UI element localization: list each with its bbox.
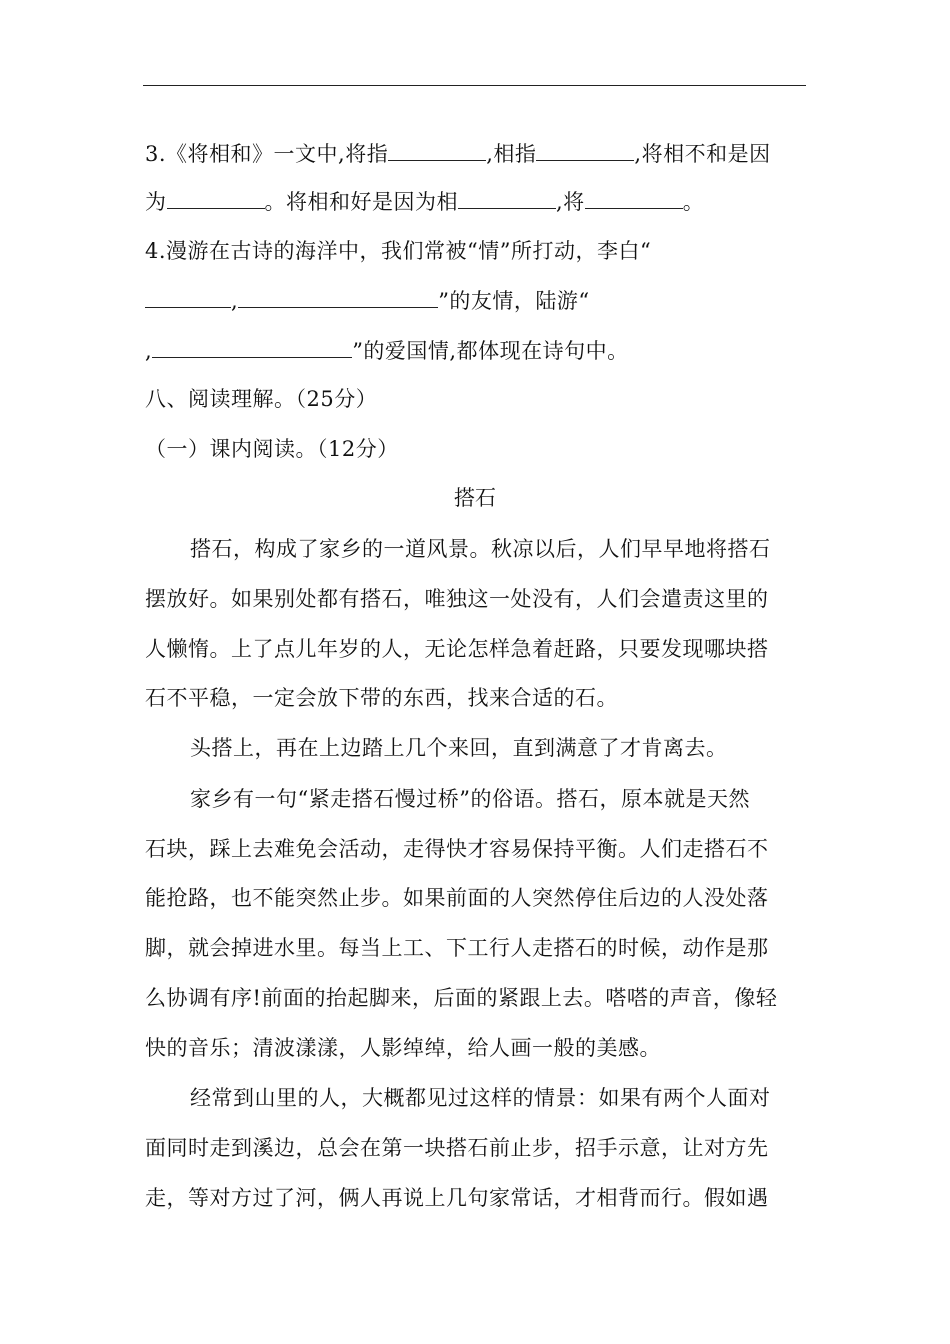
passage-line: 头搭上，再在上边踏上几个来回，直到满意了才肯离去。 (190, 736, 728, 760)
question-4-line-1: 4.漫游在古诗的海洋中，我们常被“情”所打动，李白“ (145, 239, 652, 263)
passage-line: 快的音乐；清波漾漾，人影绰绰，给人画一般的美感。 (145, 1036, 661, 1060)
q3-text-3: ,将相不和是因 (634, 142, 771, 166)
q4-text-3: , (145, 339, 153, 363)
q4-text-4: ”的爱国情,都体现在诗句中。 (352, 339, 629, 363)
fill-blank[interactable] (152, 335, 352, 358)
fill-blank[interactable] (388, 138, 486, 161)
q4-separator: , (231, 289, 239, 313)
section-8-heading: 八、阅读理解。（25分） (145, 387, 378, 411)
passage-line: 搭石，构成了家乡的一道风景。秋凉以后，人们早早地将搭石 (190, 537, 771, 561)
q3-text-4: 为 (145, 190, 167, 214)
q4-text-2: ”的友情，陆游“ (438, 289, 590, 313)
subsection-1-heading: （一）课内阅读。（12分） (145, 437, 399, 461)
passage-title: 搭石 (454, 486, 496, 510)
question-4-line-2 (145, 285, 590, 316)
passage-line: 能抢路，也不能突然止步。如果前面的人突然停住后边的人没处落 (145, 886, 769, 910)
passage-line: 经常到山里的人，大概都见过这样的情景：如果有两个人面对 (190, 1086, 771, 1110)
q3-text-5: 。将相和好是因为相 (264, 190, 458, 214)
q3-text-6: ,将 (556, 190, 585, 214)
question-4-line-3 (145, 335, 629, 366)
fill-blank[interactable] (167, 186, 265, 209)
passage-line: 走，等对方过了河，俩人再说上几句家常话，才相背而行。假如遇 (145, 1186, 769, 1210)
passage-line: 摆放好。如果别处都有搭石，唯独这一处没有，人们会遣责这里的 (145, 587, 769, 611)
passage-line: 脚，就会掉进水里。每当上工、下工行人走搭石的时候，动作是那 (145, 936, 769, 960)
fill-blank[interactable] (145, 285, 231, 308)
fill-blank[interactable] (536, 138, 634, 161)
question-3-line-2 (145, 186, 704, 217)
q3-text-2: ,相指 (486, 142, 537, 166)
header-rule (143, 85, 806, 86)
fill-blank[interactable] (458, 186, 556, 209)
q3-text-7: 。 (682, 190, 705, 214)
q3-text-1: 3.《将相和》一文中,将指 (145, 142, 389, 166)
passage-line: 人懒惰。上了点儿年岁的人，无论怎样急着赶路，只要发现哪块搭 (145, 637, 769, 661)
passage-line: 石块，踩上去难免会活动，走得快才容易保持平衡。人们走搭石不 (145, 837, 769, 861)
question-3-line-1 (145, 138, 771, 169)
fill-blank[interactable] (585, 186, 683, 209)
fill-blank[interactable] (238, 285, 438, 308)
passage-line: 么协调有序!前面的抬起脚来，后面的紧跟上去。嗒嗒的声音，像轻 (145, 986, 778, 1010)
passage-line: 石不平稳，一定会放下带的东西，找来合适的石。 (145, 686, 618, 710)
passage-line: 面同时走到溪边，总会在第一块搭石前止步，招手示意，让对方先 (145, 1136, 769, 1160)
passage-line: 家乡有一句“紧走搭石慢过桥”的俗语。搭石，原本就是天然 (190, 787, 750, 811)
